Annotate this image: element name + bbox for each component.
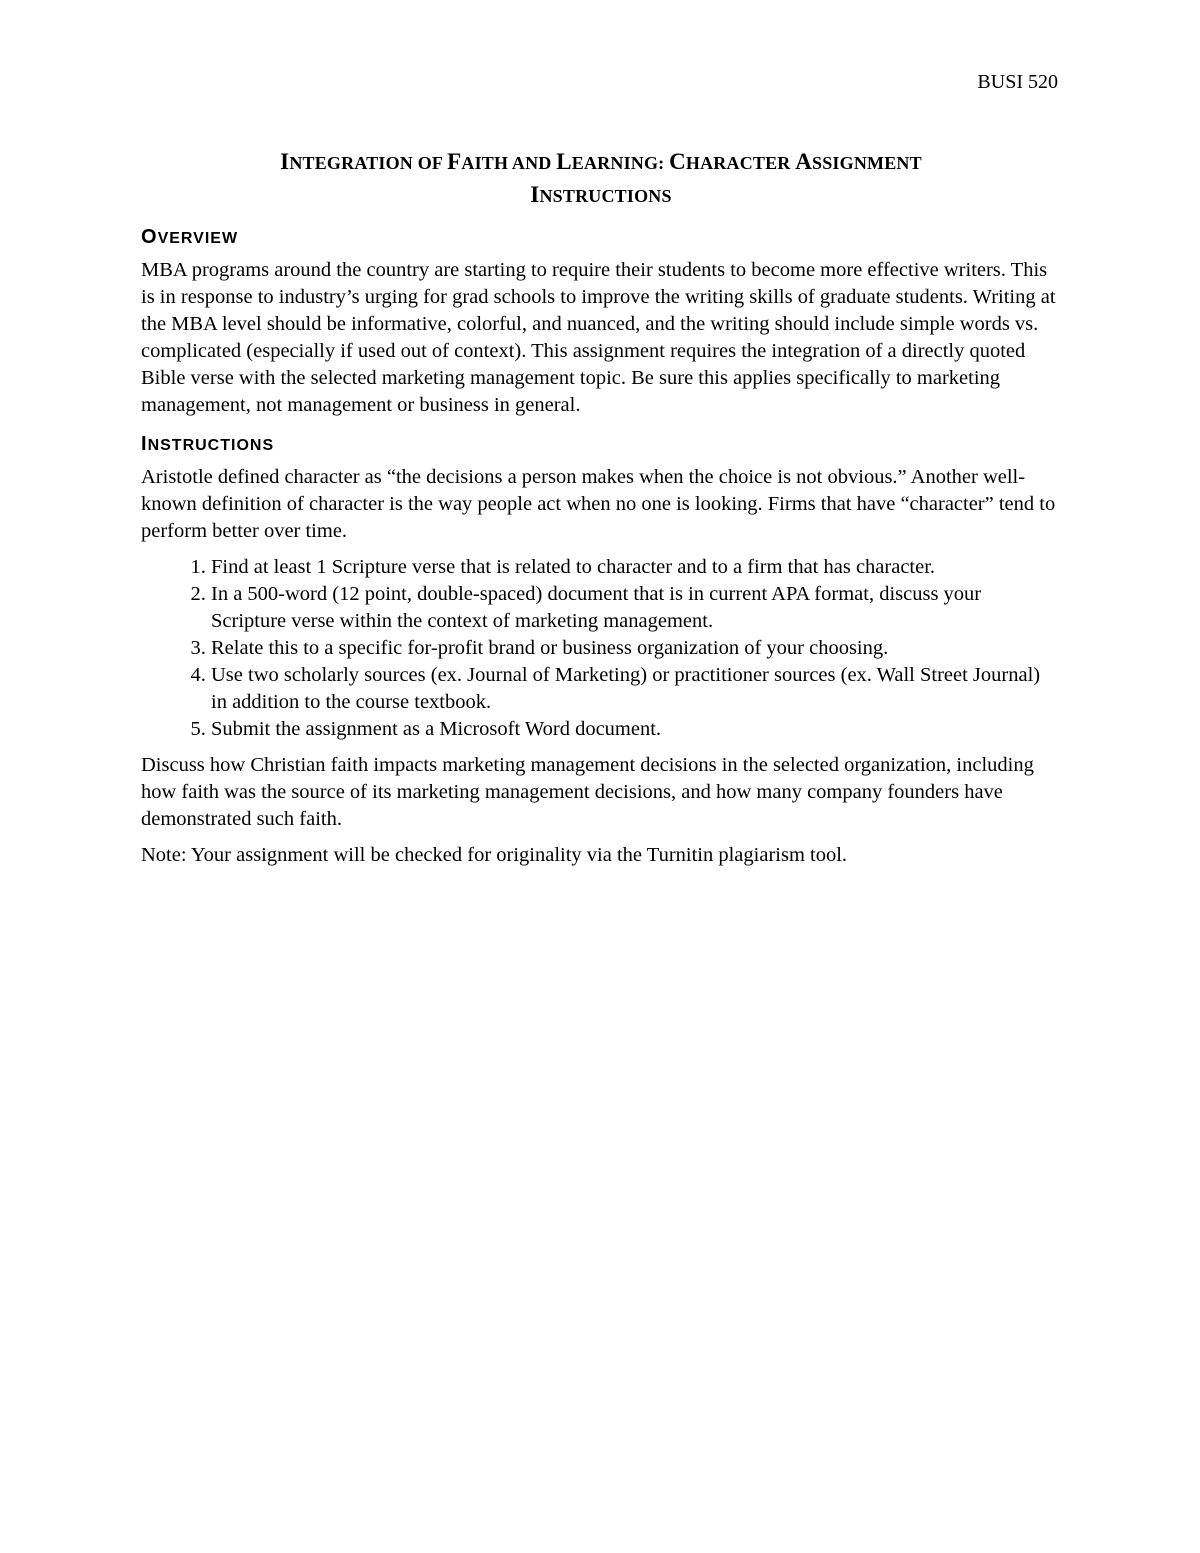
instructions-step-list [141, 554, 1061, 743]
originality-note: Note: Your assignment will be checked for originality via the Turnitin plagiarism tool. [141, 844, 848, 866]
document-body [141, 146, 1061, 878]
heading-cap: O [141, 226, 158, 248]
title-word-cap: A [795, 149, 813, 174]
title-word-cap: I [280, 149, 290, 174]
title-word-rest: SSIGNMENT [812, 153, 922, 173]
title-word-cap: C [669, 149, 686, 174]
instruction-step: 4. Use two scholarly sources (ex. Journal of Marketing) or practitioner sources (ex. Wall Street Journal) in addition to the course textbook. [211, 662, 1061, 716]
instructions-heading [141, 432, 1061, 458]
overview-heading [141, 225, 1061, 251]
heading-rest: VERVIEW [157, 230, 239, 247]
title-word-rest: NSTRUCTIONS [539, 186, 672, 206]
heading-rest: NSTRUCTIONS [147, 437, 275, 454]
instruction-step: 1. Find at least 1 Scripture verse that is related to character and to a firm that has character. [211, 554, 1061, 581]
instruction-step: 2. In a 500-word (12 point, double-spaced) document that is in current APA format, discuss your Scripture verse within the context of marketing management. [211, 581, 1061, 635]
course-code-header: BUSI 520 [977, 71, 1058, 93]
title-line-1 [280, 149, 922, 174]
title-word-rest: EARNING: [571, 153, 670, 173]
title-word-cap: F [447, 149, 462, 174]
title-word-cap: L [556, 149, 572, 174]
instruction-step: 3. Relate this to a specific for-profit brand or business organization of your choosing. [211, 635, 1061, 662]
instruction-step: 5. Submit the assignment as a Microsoft Word document. [211, 716, 1061, 743]
heading-cap: I [141, 433, 148, 455]
instructions-intro-paragraph: Aristotle defined character as “the decisions a person makes when the choice is not obvious.” Another well-known definition of character is the way people act when no one is looking. Firms that have “character” tend to perform better over time. [141, 466, 1056, 542]
discussion-paragraph: Discuss how Christian faith impacts marketing management decisions in the selected organization, including how faith was the source of its marketing management decisions, and how many company founders have demonstrated such faith. [141, 754, 1034, 830]
document-title [141, 146, 1061, 212]
title-line-2 [530, 182, 672, 207]
title-word-cap: I [530, 182, 540, 207]
title-word-rest: HARACTER [685, 153, 796, 173]
title-word-rest: AITH AND [461, 153, 557, 173]
title-word-rest: NTEGRATION OF [289, 153, 448, 173]
overview-paragraph: MBA programs around the country are starting to require their students to become more effective writers. This is in response to industry’s urging for grad schools to improve the writing skills of graduate students. Writing at the MBA level should be informative, colorful, and nuanced, and the writing should include simple words vs. complicated (especially if used out of context). This assignment requires the integration of a directly quoted Bible verse with the selected marketing management topic. Be sure this applies specifically to marketing management, not management or business in general. [141, 259, 1056, 416]
